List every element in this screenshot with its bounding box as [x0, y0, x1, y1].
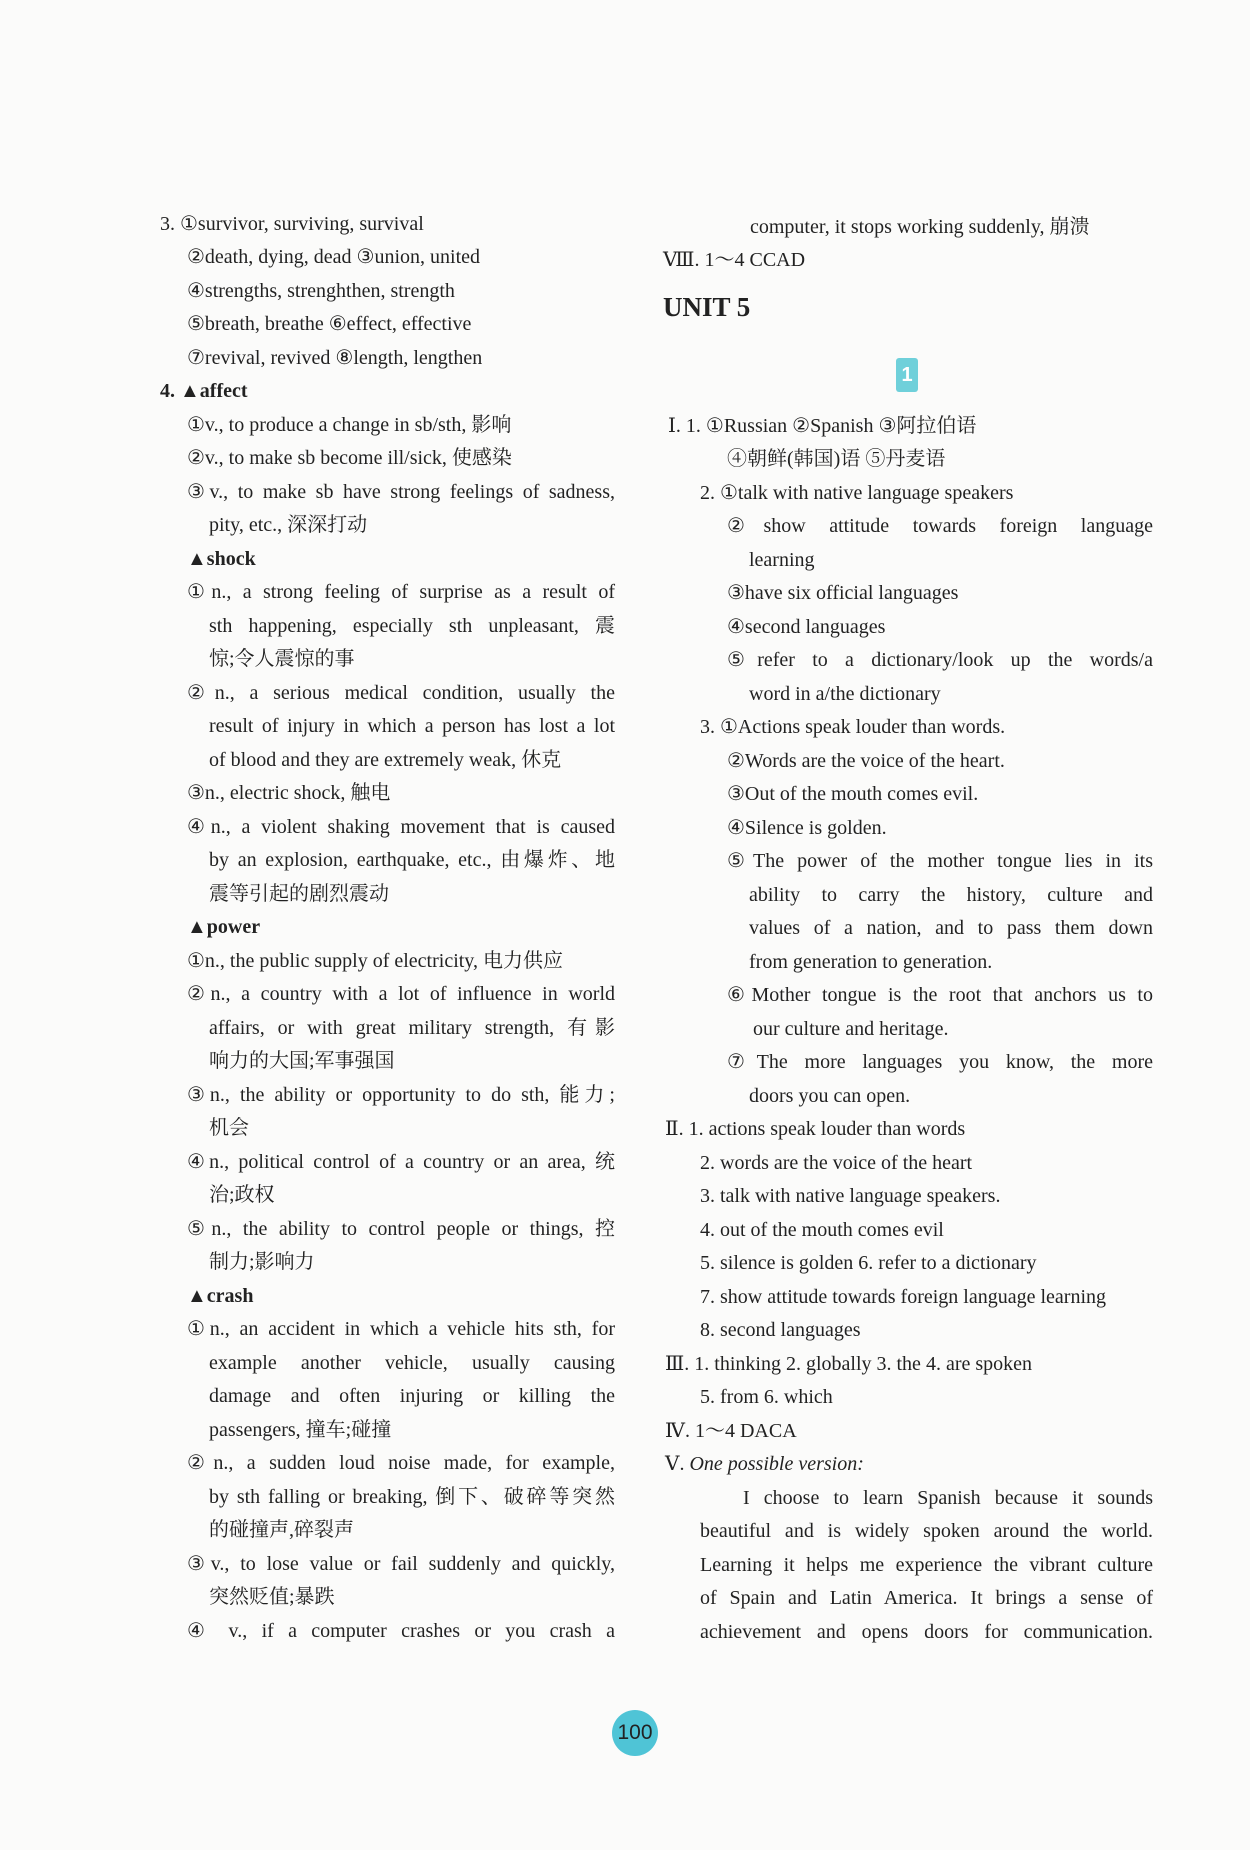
left-text-line: result of injury in which a person has lost a lot [209, 715, 615, 737]
right-text-line: ③have six official languages [727, 582, 959, 604]
right-text-line: beautiful and is widely spoken around the world. [700, 1520, 1153, 1542]
left-text-line: 惊;令人震惊的事 [209, 648, 355, 670]
left-text-line: ③n., the ability or opportunity to do sth, 能力; [187, 1084, 615, 1106]
left-text-line: ①v., to produce a change in sb/sth, 影响 [187, 414, 512, 436]
right-text-line: learning [749, 549, 815, 571]
right-text-line: ②Words are the voice of the heart. [727, 750, 1005, 772]
left-text-line: by an explosion, earthquake, etc., 由爆炸、地 [209, 849, 615, 871]
right-text-line: Ⅷ. 1～4 CCAD [663, 249, 806, 271]
right-text-line: ③Out of the mouth comes evil. [727, 783, 979, 805]
left-text-line: damage and often injuring or killing the [209, 1385, 615, 1407]
right-text-line: ⑥Mother tongue is the root that anchors us to [727, 984, 1153, 1006]
left-text-line: 响力的大国;军事强国 [209, 1050, 395, 1072]
left-text-line: ⑤n., the ability to control people or things, 控 [187, 1218, 615, 1240]
left-text-line: ③v., to make sb have strong feelings of sadness, [187, 481, 615, 503]
left-text-line: ▲power [187, 916, 261, 938]
right-text-line: ④second languages [727, 616, 886, 638]
right-text-line: 2. words are the voice of the heart [700, 1152, 973, 1174]
left-text-line: ②death, dying, dead ③union, united [187, 246, 481, 268]
right-text-line: Ⅲ. 1. thinking 2. globally 3. the 4. are spoken [665, 1353, 1033, 1375]
right-text-line: 5. silence is golden 6. refer to a dictionary [700, 1252, 1037, 1274]
left-text-line: sth happening, especially sth unpleasant, 震 [209, 615, 615, 637]
left-text-line: ②n., a sudden loud noise made, for example, [187, 1452, 615, 1474]
right-text-line: doors you can open. [749, 1085, 911, 1107]
right-text-line: ⑤refer to a dictionary/look up the words/a [727, 649, 1153, 671]
left-text-line: ①n., the public supply of electricity, 电力供应 [187, 950, 564, 972]
right-text-line: 7. show attitude towards foreign language learning [700, 1286, 1106, 1308]
right-text-line: Ⅱ. 1. actions speak louder than words [665, 1118, 966, 1140]
right-text-line: Ⅴ. One possible version: [665, 1453, 864, 1475]
right-text-line: Ⅰ. 1. ①Russian ②Spanish ③阿拉伯语 [668, 415, 977, 437]
left-text-line: 震等引起的剧烈震动 [209, 883, 389, 905]
left-text-line: ⑦revival, revived ⑧length, lengthen [187, 347, 483, 369]
left-text-line: ①n., an accident in which a vehicle hits sth, for [187, 1318, 615, 1340]
right-text-line: ②show attitude towards foreign language [727, 515, 1153, 537]
left-text-line: ①n., a strong feeling of surprise as a result of [187, 581, 615, 603]
right-text-line: 8. second languages [700, 1319, 861, 1341]
right-text-line: ④朝鲜(韩国)语 ⑤丹麦语 [727, 448, 946, 470]
left-text-line: ⑤breath, breathe ⑥effect, effective [187, 313, 472, 335]
right-text-line: 2. ①talk with native language speakers [700, 482, 1014, 504]
left-text-line: ②n., a country with a lot of influence in world [187, 983, 615, 1005]
right-text-line: 3. talk with native language speakers. [700, 1185, 1001, 1207]
right-text-line: I choose to learn Spanish because it sounds [743, 1487, 1153, 1509]
left-text-line: ②n., a serious medical condition, usually the [187, 682, 615, 704]
left-text-line: passengers, 撞车;碰撞 [209, 1419, 392, 1441]
left-text-line: pity, etc., 深深打动 [209, 514, 368, 536]
left-text-line: ④strengths, strenghthen, strength [187, 280, 455, 302]
left-text-line: ④ v., if a computer crashes or you crash a [187, 1620, 615, 1642]
page-number: 100 [612, 1710, 658, 1756]
right-text-line: 5. from 6. which [700, 1386, 833, 1408]
left-text-line: 治;政权 [209, 1184, 275, 1206]
left-text-line: by sth falling or breaking, 倒下、破碎等突然 [209, 1486, 615, 1508]
right-text-line: 4. out of the mouth comes evil [700, 1219, 944, 1241]
left-text-line: affairs, or with great military strength, 有影 [209, 1017, 615, 1039]
right-text-line: computer, it stops working suddenly, 崩溃 [750, 216, 1090, 238]
left-text-line: ④n., a violent shaking movement that is caused [187, 816, 615, 838]
unit-title: UNIT 5 [663, 292, 751, 322]
right-text-line: of Spain and Latin America. It brings a sense of [700, 1587, 1153, 1609]
left-text-line: 突然贬值;暴跌 [209, 1586, 335, 1608]
right-text-line: Learning it helps me experience the vibrant culture [700, 1554, 1153, 1576]
left-text-line: 3. ①survivor, surviving, survival [160, 213, 424, 235]
right-text-line: achievement and opens doors for communication. [700, 1621, 1153, 1643]
left-text-line: ②v., to make sb become ill/sick, 使感染 [187, 447, 512, 469]
left-text-line: 的碰撞声,碎裂声 [209, 1519, 354, 1541]
right-text-line: ability to carry the history, culture and [749, 884, 1153, 906]
right-text-line: Ⅳ. 1～4 DACA [665, 1420, 797, 1442]
right-text-line: ⑦The more languages you know, the more [727, 1051, 1153, 1073]
left-text-line: ③v., to lose value or fail suddenly and quickly, [187, 1553, 615, 1575]
right-text-line: word in a/the dictionary [749, 683, 941, 705]
right-text-line: ④Silence is golden. [727, 817, 887, 839]
left-text-line: ④n., political control of a country or an area, 统 [187, 1151, 615, 1173]
left-text-line: 制力;影响力 [209, 1251, 315, 1273]
right-text-line: values of a nation, and to pass them down [749, 917, 1153, 939]
left-text-line: 机会 [209, 1117, 249, 1139]
right-text-line: our culture and heritage. [753, 1018, 949, 1040]
left-text-line: ▲shock [187, 548, 256, 570]
right-text-line: 3. ①Actions speak louder than words. [700, 716, 1006, 738]
right-text-line: ⑤The power of the mother tongue lies in its [727, 850, 1153, 872]
left-text-line: ▲crash [187, 1285, 254, 1307]
left-text-line: example another vehicle, usually causing [209, 1352, 615, 1374]
left-text-line: 4. ▲affect [160, 380, 248, 402]
left-text-line: of blood and they are extremely weak, 休克 [209, 749, 562, 771]
left-text-line: ③n., electric shock, 触电 [187, 782, 391, 804]
section-badge: 1 [896, 358, 918, 392]
right-text-line: from generation to generation. [749, 951, 993, 973]
